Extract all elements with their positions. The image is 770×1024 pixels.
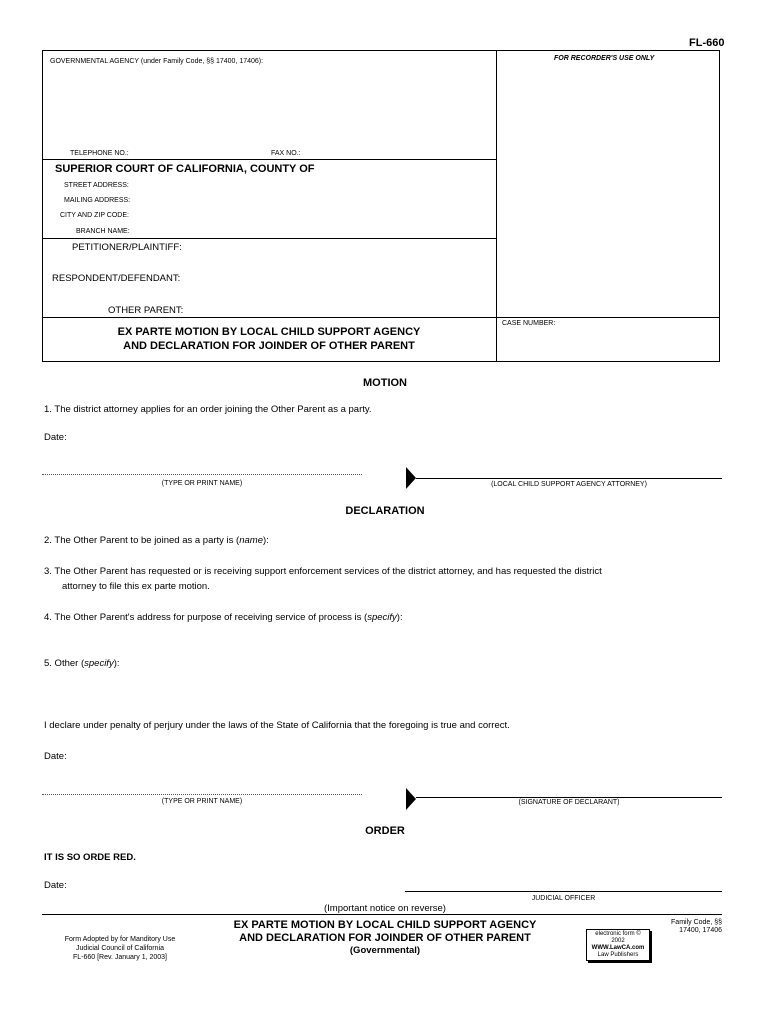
family-code-citation: Family Code, §§ 17400, 17406 [671, 919, 722, 934]
street-address-label[interactable]: STREET ADDRESS: [64, 182, 129, 189]
declaration-heading: DECLARATION [345, 505, 425, 517]
order-statement: IT IS SO ORDE RED. [44, 852, 136, 863]
adopted-line-3: FL-660 [Rev. January 1, 2003] [72, 954, 168, 961]
fax-label[interactable]: FAX NO.: [271, 150, 301, 157]
motion-type-name-label: (TYPE OR PRINT NAME) [161, 480, 243, 487]
adopted-line-2: Judicial Council of California [76, 945, 164, 952]
declaration-item-2: 2. The Other Parent to be joined as a party is (name): [44, 535, 269, 546]
case-number-label[interactable]: CASE NUMBER: [502, 320, 556, 327]
mailing-address-label[interactable]: MAILING ADDRESS: [64, 197, 131, 204]
judicial-officer-label: JUDICIAL OFFICER [531, 895, 596, 902]
footer-title-line2: AND DECLARATION FOR JOINDER OF OTHER PARENT [239, 932, 531, 944]
telephone-label[interactable]: TELEPHONE NO.: [70, 150, 129, 157]
footer-title-line3: (Governmental) [349, 945, 421, 956]
motion-date-label[interactable]: Date: [44, 432, 67, 443]
perjury-statement: I declare under penalty of perjury under the laws of the State of California that the foregoing is true and correct. [44, 720, 510, 731]
adopted-line-1: Form Adopted by for Manditory Use [64, 936, 176, 943]
form-title-line2: AND DECLARATION FOR JOINDER OF OTHER PARENT [123, 340, 415, 352]
logo-line-1: electronic form © 2002 [595, 931, 641, 944]
petitioner-label[interactable]: PETITIONER/PLAINTIFF: [72, 242, 182, 253]
agency-label: GOVERNMENTAL AGENCY (under Family Code, §§ 17400, 17406): [50, 58, 264, 65]
declarant-signature-label: (SIGNATURE OF DECLARANT) [518, 799, 620, 806]
motion-item-1: 1. The district attorney applies for an order joining the Other Parent as a party. [44, 404, 372, 415]
form-number: FL-660 [689, 37, 725, 49]
declaration-type-name-label: (TYPE OR PRINT NAME) [161, 798, 243, 805]
form-title-line1: EX PARTE MOTION BY LOCAL CHILD SUPPORT AGENCY [117, 326, 421, 338]
declaration-item-5: 5. Other (specify): [44, 658, 120, 669]
declaration-item-3-line2: attorney to file this ex parte motion. [62, 581, 210, 592]
caption-divider [496, 50, 497, 362]
logo-line-3: Law Publishers [597, 952, 639, 958]
logo-line-2: WWW.LawCA.com [591, 945, 645, 951]
city-zip-label[interactable]: CITY AND ZIP CODE: [60, 212, 129, 219]
motion-heading: MOTION [363, 377, 407, 389]
order-date-label[interactable]: Date: [44, 880, 67, 891]
recorder-label: FOR RECORDER'S USE ONLY [554, 55, 655, 62]
order-heading: ORDER [365, 825, 405, 837]
other-parent-label[interactable]: OTHER PARENT: [108, 305, 184, 316]
attorney-signature-label: (LOCAL CHILD SUPPORT AGENCY ATTORNEY) [491, 481, 647, 488]
declaration-item-3-line1: 3. The Other Parent has requested or is receiving support enforcement services of the district attorney, and has requested the district [44, 566, 602, 577]
important-notice: (Important notice on reverse) [324, 903, 446, 914]
publisher-logo [586, 929, 650, 961]
respondent-label[interactable]: RESPONDENT/DEFENDANT: [52, 273, 181, 284]
court-title: SUPERIOR COURT OF CALIFORNIA, COUNTY OF [55, 163, 315, 175]
declaration-item-4: 4. The Other Parent's address for purpose of receiving service of process is (specify): [44, 612, 403, 623]
footer-title-line1: EX PARTE MOTION BY LOCAL CHILD SUPPORT AGENCY [233, 919, 537, 931]
declaration-date-label[interactable]: Date: [44, 751, 67, 762]
branch-name-label[interactable]: BRANCH NAME: [76, 228, 130, 235]
